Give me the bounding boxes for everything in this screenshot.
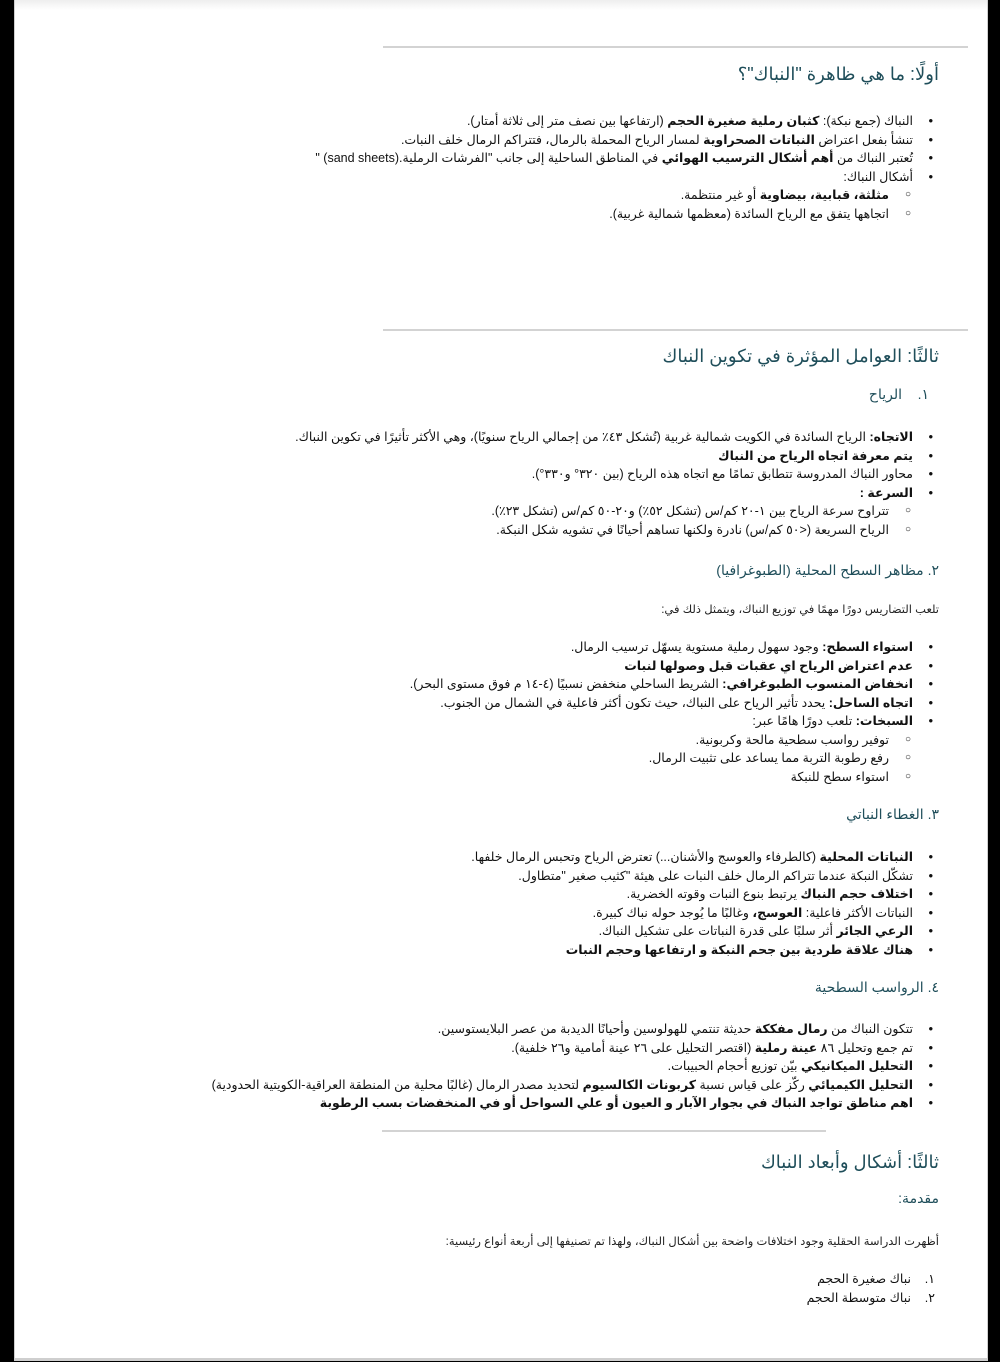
list-item: ١. نباك صغيرة الحجم xyxy=(817,1272,935,1286)
list-item: • التحليل الميكانيكي بيّن توزيع أحجام الحبيبات. xyxy=(179,1057,939,1076)
subsection-title-wind xyxy=(869,386,929,403)
subsection-label: الرياح xyxy=(868,386,903,402)
section-title-shapes: ثالثًا: أشكال وأبعاد النباك xyxy=(760,1152,939,1172)
page-top-shadow xyxy=(15,0,987,10)
sub-list-item: ○ مثلثة، قبابية، بيضاوية أو غير منتظمة. xyxy=(239,186,915,205)
sub-list-item: ○ رفع رطوبة التربة مما يساعد على تثبيت الرمال. xyxy=(239,749,915,768)
document-page xyxy=(14,0,988,1361)
vegetation-list xyxy=(239,848,939,959)
list-item: • محاور النباك المدروسة تتطابق تمامًا مع اتجاه هذه الرياح (بين ٣٢٠° و٣٣٠°). xyxy=(239,465,939,484)
list-item: • اتجاه الساحل: يحدد تأثير الرياح على النباك، حيث تكون أكثر فاعلية في الشمال من الجنوب. xyxy=(239,694,939,713)
list-item: • تنشأ بفعل اعتراض النباتات الصحراوية لمسار الرياح المحملة بالرمال، فتتراكم الرمال خلف النبات. xyxy=(239,131,939,150)
sub-list-item: ○ توفير رواسب سطحية مالحة وكربونية. xyxy=(239,731,915,750)
list-item: • اهم مناطق تواجد النباك في بجوار الآبار و العيون أو علي السواحل أو في المنخفضات بسب الرطوبة xyxy=(179,1094,939,1113)
section-divider xyxy=(383,329,968,331)
list-item: • أشكال النباك: xyxy=(239,168,939,187)
list-item: • يتم معرفة اتجاه الرياح من النباك xyxy=(239,447,939,466)
section-divider xyxy=(382,1130,826,1132)
list-item: • النباتات المحلية (كالطرفاء والعوسج والأشنان...) تعترض الرياح وتحبس الرمال خلفها. xyxy=(239,848,939,867)
subsection-title-sediments: ٤. الرواسب السطحية xyxy=(814,979,939,995)
list-item: • عدم اعتراض الرياح اي عقبات قبل وصولها لنبات xyxy=(239,657,939,676)
list-item: • تُعتبر النباك من أهم أشكال الترسيب الهوائي في المناطق الساحلية إلى جانب "الفرشات الرملية.(sand sheets) " xyxy=(239,149,939,168)
shape-types-list xyxy=(639,1270,939,1307)
sediments-list xyxy=(179,1020,939,1113)
list-item: • هناك علاقة طردية بين جحم النبكة و ارتفاعها وحجم النبات xyxy=(239,941,939,960)
subsection-number: ١. xyxy=(917,386,929,402)
list-item: • الاتجاه: الرياح السائدة في الكويت شمالية غربية (تُشكل ٤٣٪ من إجمالي الرياح سنويًا)، وهي الأكثر تأثيرًا في تكوين النباك. xyxy=(239,428,939,447)
list-item: • النباتات الأكثر فاعلية: العوسج، وغالبًا ما يُوجد حوله نباك كبيرة. xyxy=(239,904,939,923)
subsection-title-vegetation: ٣. الغطاء النباتي xyxy=(846,806,939,822)
list-item: • السبخات: تلعب دورًا هامًا عبر: xyxy=(239,712,939,731)
topography-intro: تلعب التضاريس دورًا مهمًا في توزيع النباك، ويتمثل ذلك في: xyxy=(661,604,939,616)
wind-list xyxy=(239,428,939,539)
section-title-what-is-nabkha: أولًا: ما هي ظاهرة "النباك"؟ xyxy=(737,64,939,84)
list-item: • تم جمع وتحليل ٨٦ عينة رملية (اقتصر التحليل على ٢٦ عينة أمامية و٢٦ خلفية). xyxy=(179,1039,939,1058)
sub-list-item: ○ استواء سطح للنبكة xyxy=(239,768,915,787)
shapes-intro: أظهرت الدراسة الحقلية وجود اختلافات واضحة بين أشكال النباك، ولهذا تم تصنيفها إلى أربعة أنواع رئيسية: xyxy=(445,1236,939,1248)
sub-list-item: ○ الرياح السريعة (<٥٠ كم/س) نادرة ولكنها تساهم أحيانًا في تشويه شكل النبكة. xyxy=(239,521,915,540)
list-item: • اختلاف حجم النباك يرتبط بنوع النبات وقوته الخضرية. xyxy=(239,885,939,904)
list-item: • استواء السطح: وجود سهول رملية مستوية يسهّل ترسيب الرمال. xyxy=(239,638,939,657)
list-item: • الرعي الجائر أثر سلبًا على قدرة النباتات على تشكيل النباك. xyxy=(239,922,939,941)
topography-list xyxy=(239,638,939,786)
section-title-factors: ثالثًا: العوامل المؤثرة في تكوين النباك xyxy=(662,346,939,366)
list-item: • تتكون النباك من رمال مفككة حديثة تنتمي للهولوسين وأحيانًا الديدبة من عصر البلايستوسين. xyxy=(179,1020,939,1039)
shapes-subtitle: مقدمة: xyxy=(898,1190,939,1206)
sub-list-item: ○ تتراوح سرعة الرياح بين ١-٢٠ كم/س (تشكل ٥٢٪) و٢٠-٥٠ كم/س (تشكل ٢٣٪). xyxy=(239,502,915,521)
list-item: ٢. نباك متوسطة الحجم xyxy=(806,1290,935,1305)
list-item: • تشكّل النبكة عندما تتراكم الرمال خلف النبات على هيئة "كثيب صغير "متطاول. xyxy=(239,867,939,886)
list-item: • النباك (جمع نبكة): كثبان رملية صغيرة الحجم (ارتفاعها بين نصف متر إلى ثلاثة أمتار). xyxy=(239,112,939,131)
list-item: • انخفاض المنسوب الطبوغرافي: الشريط الساحلي منخفض نسبيًا (٤-١٤ م فوق مستوى البحر). xyxy=(239,675,939,694)
list-item: • التحليل الكيميائي ركّز على قياس نسبة كربونات الكالسيوم لتحديد مصدر الرمال (غالبًا محلية من المنطقة العراقية-الكويتية الحدودية) xyxy=(179,1076,939,1095)
sub-list-item: ○ اتجاهها يتفق مع الرياح السائدة (معظمها شمالية غربية). xyxy=(239,205,915,224)
section1-list xyxy=(239,112,939,223)
list-item: • السرعة : xyxy=(239,484,939,503)
subsection-title-topography: ٢. مظاهر السطح المحلية (الطبوغرافيا) xyxy=(716,562,939,578)
section-divider xyxy=(383,46,968,48)
